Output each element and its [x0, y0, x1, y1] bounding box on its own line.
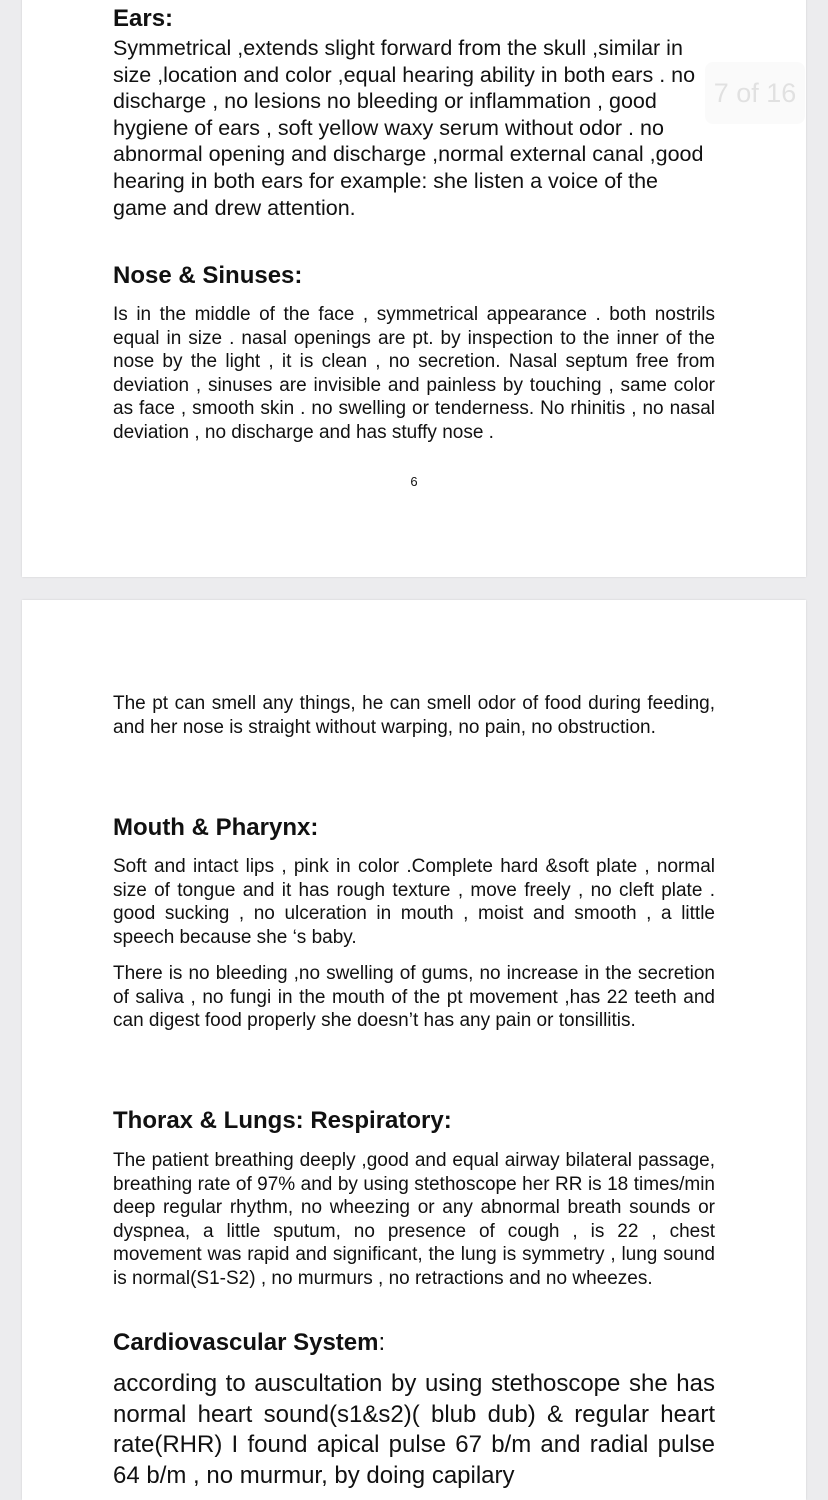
thorax-text: The patient breathing deeply ,good and equal airway bilateral passage, breathing rate of 97% and by using stethoscope her RR is 18 times/min deep regular rhythm, no wheezing or any abnormal breath sounds or dyspnea, a little sputum, no presence of cough , is 22 , chest movement was rapid and significant, the lung is symmetry , lung sound is normal(S1-S2) , no murmurs , no retractions and no wheezes. — [113, 1150, 715, 1289]
page-number: 6 — [410, 474, 418, 489]
nose-heading: Nose & Sinuses: — [113, 262, 303, 289]
mouth-heading: Mouth & Pharynx: — [113, 814, 319, 841]
cardio-heading-label: Cardiovascular System — [113, 1329, 379, 1356]
cardio-heading-colon: : — [378, 1329, 386, 1356]
ears-text: Symmetrical ,extends slight forward from the skull ,similar in size ,location and color ,equal hearing ability in both ears . no discharge , no lesions no bleeding or inflammation , good hygiene of ears , soft yellow waxy serum without odor . no abnormal opening and discharge ,normal external canal ,good hearing in both ears for example: she listen a voice of the game and drew attention. — [113, 36, 704, 220]
page-indicator: 7 of 16 — [705, 62, 805, 124]
mouth-para-2: There is no bleeding ,no swelling of gums, no increase in the secretion of saliva , no fungi in the mouth of the pt movement ,has 22 teeth and can digest food properly she doesn’t has any pain or tonsillitis. — [113, 963, 715, 1032]
cardio-text: according to auscultation by using stethoscope she has normal heart sound(s1&s2)( blub dub) & regular heart rate(RHR) I found apical pulse 67 b/m and radial pulse 64 b/m , no murmur, by doing capilary — [113, 1370, 715, 1489]
smell-text: The pt can smell any things, he can smell odor of food during feeding, and her nose is straight without warping, no pain, no obstruction. — [113, 693, 715, 738]
mouth-para-1: Soft and intact lips , pink in color .Complete hard &soft plate , normal size of tongue and it has rough texture , move freely , no cleft plate . good sucking , no ulceration in mouth , moist and smooth , a little speech because she ‘s baby. — [113, 856, 715, 948]
nose-text: Is in the middle of the face , symmetrical appearance . both nostrils equal in size . nasal openings are pt. by inspection to the inner of the nose by the light , it is clean , no secretion. Nasal septum free from deviation , sinuses are invisible and painless by touching , same color as face , smooth skin . no swelling or tenderness. No rhinitis , no nasal deviation , no discharge and has stuffy nose . — [113, 304, 715, 443]
thorax-heading: Thorax & Lungs: Respiratory: — [113, 1107, 452, 1134]
cardio-heading — [113, 1329, 715, 1357]
ears-heading: Ears: — [113, 5, 174, 32]
